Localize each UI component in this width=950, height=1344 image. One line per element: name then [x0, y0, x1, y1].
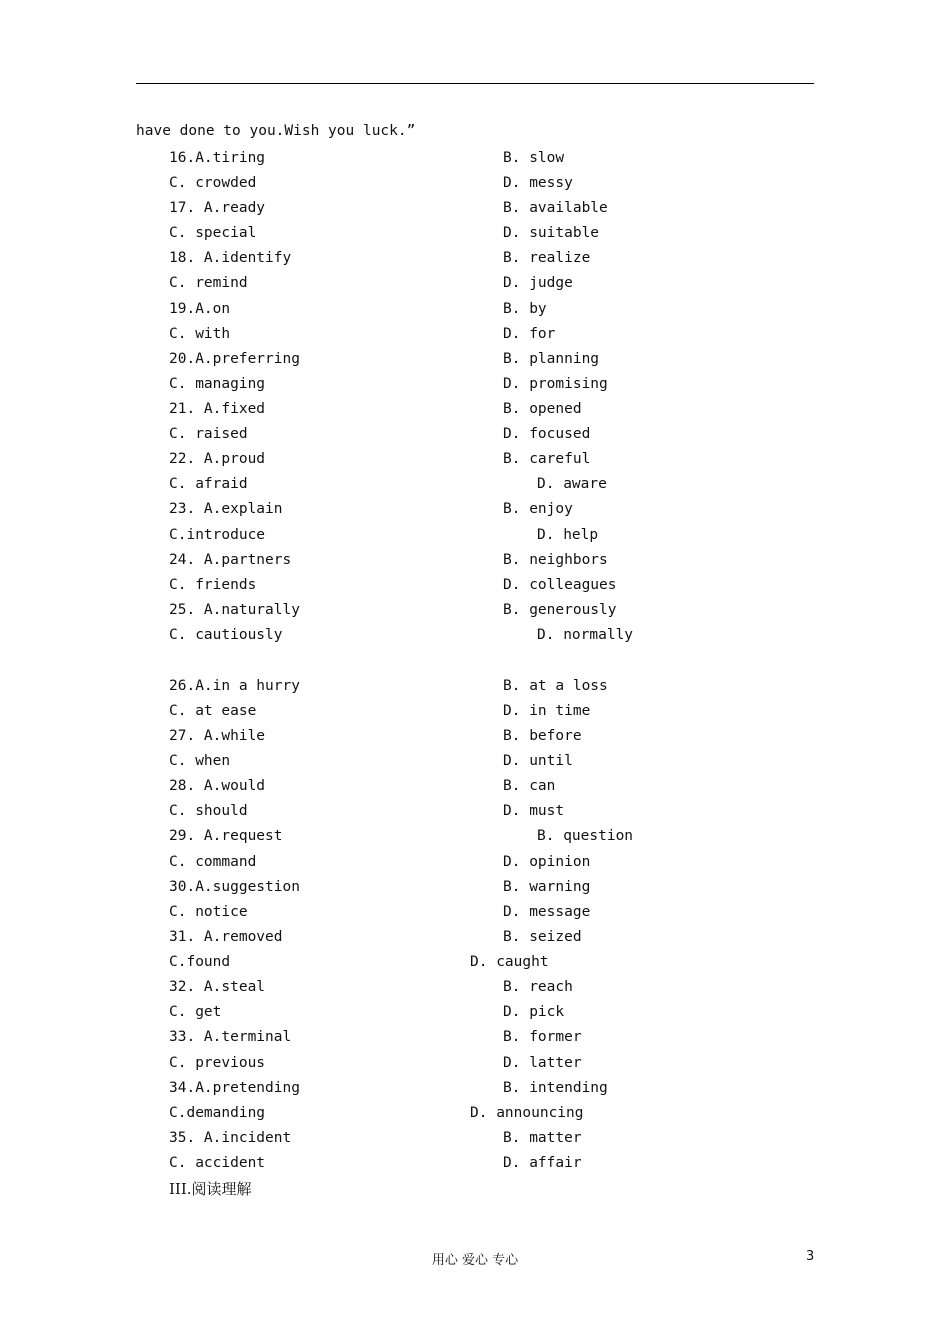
option-right: D. aware [537, 476, 607, 492]
option-left: C. accident [169, 1155, 266, 1171]
option-left: 21. A.fixed [169, 401, 266, 417]
option-right: D. pick [503, 1004, 565, 1020]
option-left: 31. A.removed [169, 929, 283, 945]
option-left: 23. A.explain [169, 501, 283, 517]
option-right: D. announcing [470, 1105, 584, 1121]
option-left: C. raised [169, 426, 248, 442]
option-left: C.introduce [169, 527, 266, 543]
option-left: C. with [169, 326, 231, 342]
option-left: 35. A.incident [169, 1130, 292, 1146]
option-right: B. careful [503, 451, 591, 467]
footer-text: 用心 爱心 专心 [431, 1253, 519, 1268]
option-left: 17. A.ready [169, 200, 266, 216]
option-left: C. remind [169, 275, 248, 291]
option-right: D. message [503, 904, 591, 920]
section-heading: III.阅读理解 [169, 1180, 252, 1198]
option-left: 16.A.tiring [169, 150, 266, 166]
option-left: C. get [169, 1004, 222, 1020]
option-left: C. crowded [169, 175, 257, 191]
option-right: D. focused [503, 426, 591, 442]
option-left: C. friends [169, 577, 257, 593]
option-right: D. in time [503, 703, 591, 719]
option-left: 34.A.pretending [169, 1080, 300, 1096]
option-left: C. at ease [169, 703, 257, 719]
option-left: 22. A.proud [169, 451, 266, 467]
option-right: D. messy [503, 175, 573, 191]
option-left: C. command [169, 854, 257, 870]
option-left: C.found [169, 954, 231, 970]
option-right: B. slow [503, 150, 565, 166]
option-left: C. when [169, 753, 231, 769]
option-left: 18. A.identify [169, 250, 292, 266]
option-right: B. question [537, 828, 634, 844]
option-right: B. former [503, 1029, 582, 1045]
option-right: D. help [537, 527, 599, 543]
option-right: D. colleagues [503, 577, 617, 593]
option-left: C. previous [169, 1055, 266, 1071]
option-right: D. affair [503, 1155, 582, 1171]
option-right: D. normally [537, 627, 634, 643]
option-left: C. should [169, 803, 248, 819]
option-right: B. matter [503, 1130, 582, 1146]
option-left: 19.A.on [169, 301, 231, 317]
option-left: 27. A.while [169, 728, 266, 744]
option-right: B. intending [503, 1080, 608, 1096]
option-left: 26.A.in a hurry [169, 678, 300, 694]
option-right: D. suitable [503, 225, 600, 241]
page-number: 3 [806, 1249, 815, 1264]
option-right: B. realize [503, 250, 591, 266]
header-rule [136, 83, 814, 84]
option-right: B. generously [503, 602, 617, 618]
option-left: 29. A.request [169, 828, 283, 844]
option-right: D. promising [503, 376, 608, 392]
option-right: B. planning [503, 351, 600, 367]
option-right: B. seized [503, 929, 582, 945]
option-right: B. warning [503, 879, 591, 895]
option-right: D. latter [503, 1055, 582, 1071]
option-left: 28. A.would [169, 778, 266, 794]
option-right: B. opened [503, 401, 582, 417]
option-left: 25. A.naturally [169, 602, 300, 618]
option-left: 24. A.partners [169, 552, 292, 568]
option-left: C. afraid [169, 476, 248, 492]
option-right: B. available [503, 200, 608, 216]
option-right: B. by [503, 301, 547, 317]
option-right: B. neighbors [503, 552, 608, 568]
option-right: D. for [503, 326, 556, 342]
option-left: 33. A.terminal [169, 1029, 292, 1045]
option-right: B. reach [503, 979, 573, 995]
option-left: C. managing [169, 376, 266, 392]
option-right: D. must [503, 803, 565, 819]
option-left: C. notice [169, 904, 248, 920]
option-left: 30.A.suggestion [169, 879, 300, 895]
option-right: D. until [503, 753, 573, 769]
option-right: D. judge [503, 275, 573, 291]
option-left: C.demanding [169, 1105, 266, 1121]
option-left: 20.A.preferring [169, 351, 300, 367]
option-right: B. before [503, 728, 582, 744]
option-left: C. cautiously [169, 627, 283, 643]
option-left: 32. A.steal [169, 979, 266, 995]
option-right: B. can [503, 778, 556, 794]
option-right: B. at a loss [503, 678, 608, 694]
option-left: C. special [169, 225, 257, 241]
option-right: D. caught [470, 954, 549, 970]
intro-text: have done to you.Wish you luck.” [136, 123, 416, 139]
option-right: D. opinion [503, 854, 591, 870]
option-right: B. enjoy [503, 501, 573, 517]
